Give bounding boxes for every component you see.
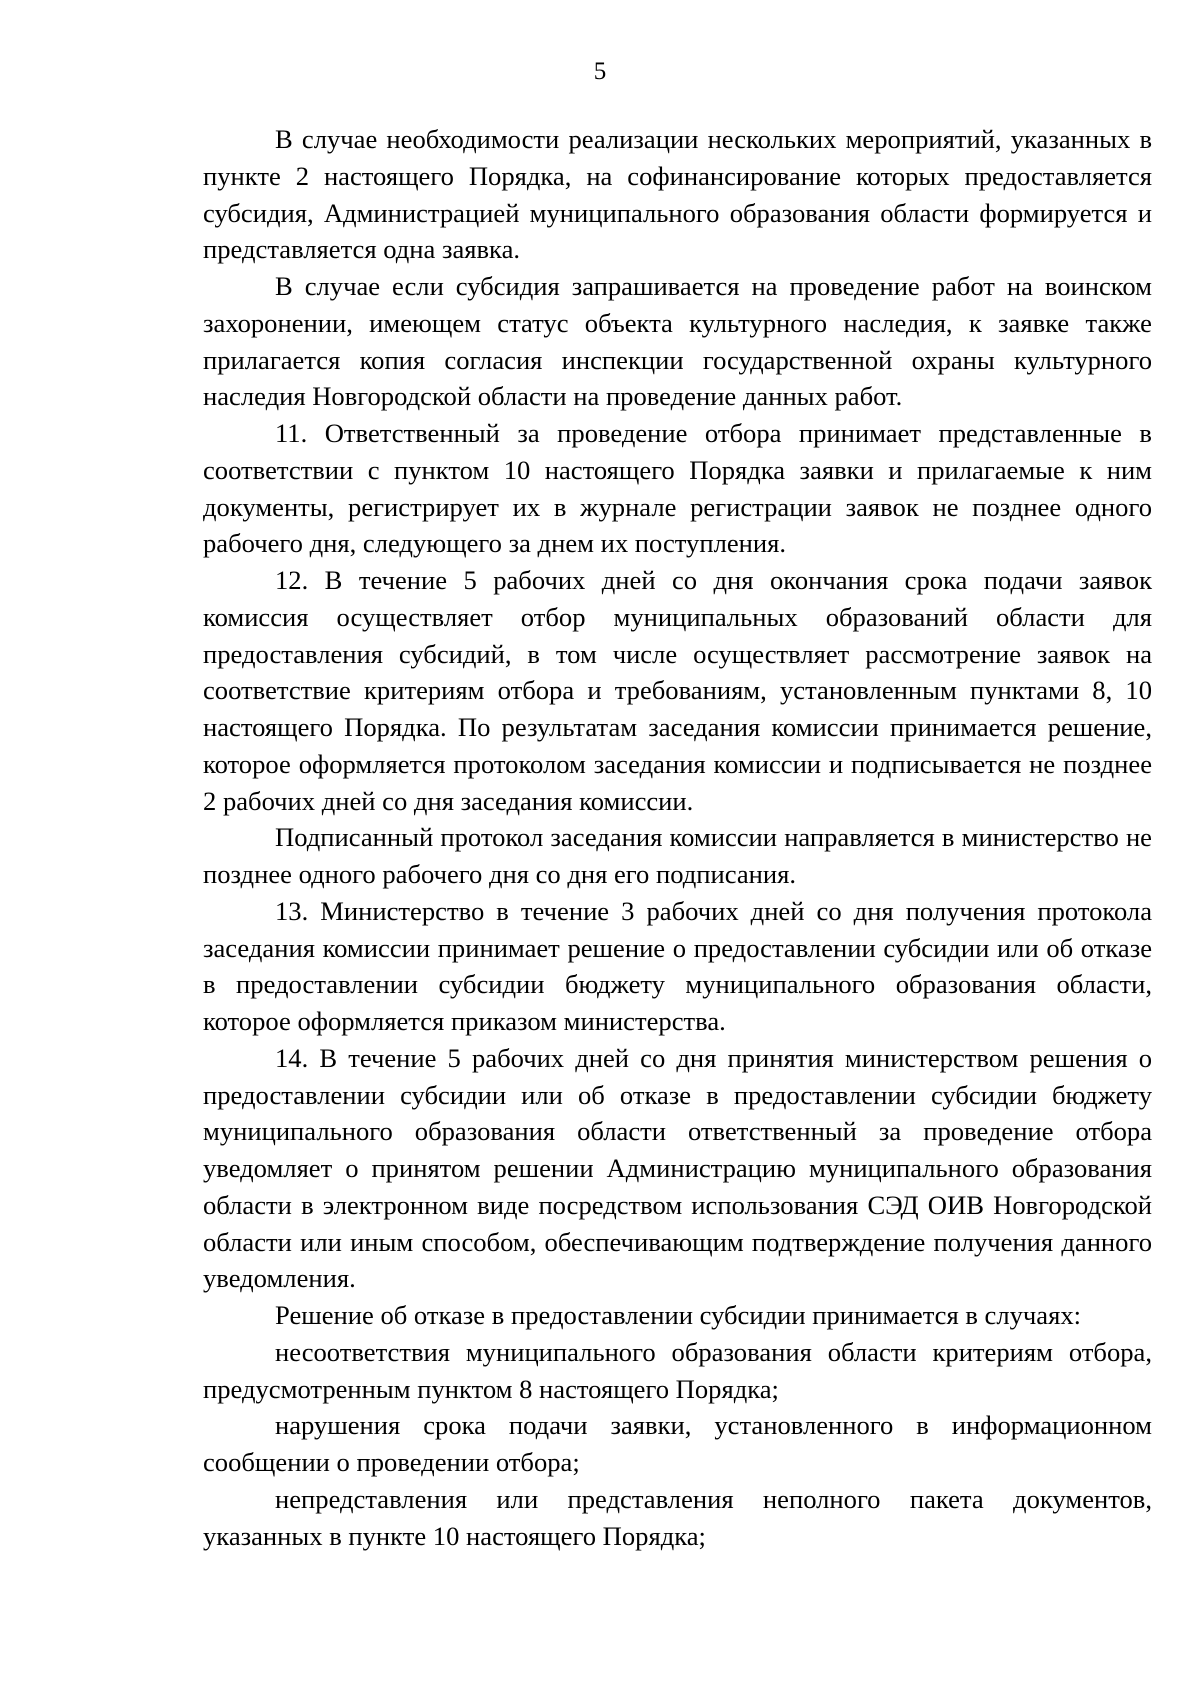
paragraph-item-14: 14. В течение 5 рабочих дней со дня принятия министерством решения о предоставлении субсидии или об отказе в предоставлении субсидии бюджету муниципального образования области ответственный за проведение отбора уведомляет о принятом решении Администрацию муниципального образования области в электронном виде посредством использования СЭД ОИВ Новгородской области или иным способом, обеспечивающим подтверждение получения данного уведомления. [203, 1042, 1152, 1294]
list-item-incomplete-documents: непредставления или представления неполного пакета документов, указанных в пункте 10 настоящего Порядка; [203, 1483, 1152, 1551]
list-item-deadline-violation: нарушения срока подачи заявки, установленного в информационном сообщении о проведении отбора; [203, 1410, 1152, 1477]
list-item-criteria-mismatch: несоответствия муниципального образования области критериям отбора, предусмотренным пунктом 8 настоящего Порядка; [203, 1336, 1152, 1404]
paragraph-item-12: 12. В течение 5 рабочих дней со дня окончания срока подачи заявок комиссия осуществляет отбор муниципальных образований области для предоставления субсидий, в том числе осуществляет рассмотрение заявок на соответствие критериям отбора и требованиям, установленным пунктами 8, 10 настоящего Порядка. По результатам заседания комиссии принимается решение, которое оформляется протоколом заседания комиссии и подписывается не позднее 2 рабочих дней со дня заседания комиссии. [203, 565, 1152, 816]
paragraph-multiple-measures: В случае необходимости реализации нескольких мероприятий, указанных в пункте 2 настоящего Порядка, на софинансирование которых предоставляется субсидия, Администрацией муниципального образования области формируется и представляется одна заявка. [203, 124, 1152, 265]
paragraph-item-13: 13. Министерство в течение 3 рабочих дней со дня получения протокола заседания комиссии принимает решение о предоставлении субсидии или об отказе в предоставлении субсидии бюджету муниципального образования области, которое оформляется приказом министерства. [203, 895, 1152, 1036]
paragraph-item-11: 11. Ответственный за проведение отбора принимает представленные в соответствии с пунктом 10 настоящего Порядка заявки и прилагаемые к ним документы, регистрирует их в журнале регистрации заявок не позднее одного рабочего дня, следующего за днем их поступления. [203, 418, 1152, 559]
paragraph-cultural-heritage: В случае если субсидия запрашивается на проведение работ на воинском захоронении, имеющем статус объекта культурного наследия, к заявке также прилагается копия согласия инспекции государственной охраны культурного наследия Новгородской области на проведение данных работ. [203, 271, 1152, 412]
page-number: 5 [593, 58, 607, 85]
paragraph-signed-protocol: Подписанный протокол заседания комиссии направляется в министерство не позднее одного рабочего дня со дня его подписания. [203, 822, 1152, 889]
document-body [203, 121, 1152, 1554]
paragraph-refusal-cases: Решение об отказе в предоставлении субсидии принимается в случаях: [275, 1300, 1082, 1330]
